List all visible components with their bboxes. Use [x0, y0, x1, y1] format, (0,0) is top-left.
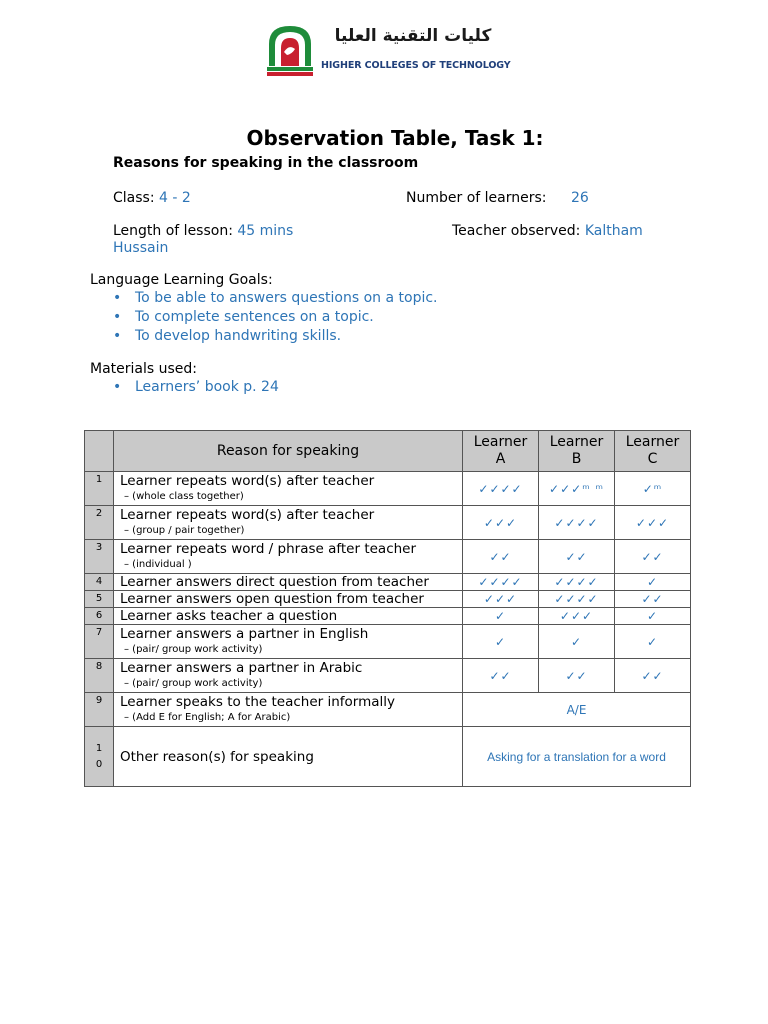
goal-item: • To develop handwriting skills. — [113, 328, 438, 347]
header-learner-b-line2: B — [571, 451, 582, 467]
row-number: 7 — [85, 625, 114, 659]
row-number: 6 — [85, 608, 114, 625]
header-learner-a-line1: Learner — [473, 434, 528, 450]
table-row — [85, 540, 691, 574]
learner-a-tally: ✓✓✓✓ — [463, 574, 539, 591]
row-number: 4 — [85, 574, 114, 591]
learner-b-tally: ✓✓✓ᵐ ᵐ — [539, 472, 615, 506]
goals-heading: Language Learning Goals: — [90, 272, 273, 288]
table-row — [85, 591, 691, 608]
learner-a-tally: ✓ — [463, 608, 539, 625]
row-number — [85, 727, 114, 787]
table-row — [85, 472, 691, 506]
learner-b-tally: ✓✓✓✓ — [539, 506, 615, 540]
goals-list — [113, 290, 438, 347]
observation-table — [84, 430, 691, 787]
header-learner-c-line2: C — [647, 451, 658, 467]
reason-cell — [114, 506, 463, 540]
other-reasons-value: Asking for a translation for a word — [463, 727, 691, 787]
reason-detail: – (pair/ group work activity) — [124, 678, 263, 689]
materials-list — [113, 379, 279, 398]
reason-detail: – (group / pair together) — [124, 525, 245, 536]
reason-cell — [114, 727, 463, 787]
table-row — [85, 608, 691, 625]
material-item: • Learners’ book p. 24 — [113, 379, 279, 398]
reason-cell — [114, 608, 463, 625]
header-learner-c — [615, 431, 691, 472]
header-learner-a — [463, 431, 539, 472]
learner-b-tally: ✓✓ — [539, 659, 615, 693]
class-label: Class: — [113, 190, 155, 206]
table-row — [85, 574, 691, 591]
reason-text: Learner repeats word(s) after teacher — [120, 507, 375, 523]
header-num-cell — [85, 431, 114, 472]
reason-detail: – (Add E for English; A for Arabic) — [124, 712, 291, 723]
learner-a-tally: ✓✓✓✓ — [463, 472, 539, 506]
reason-cell — [114, 693, 463, 727]
length-label: Length of lesson: — [113, 223, 233, 239]
logo-arabic-text: كليات التقنية العليا — [334, 26, 492, 46]
header-learner-b-line1: Learner — [549, 434, 604, 450]
learner-b-tally: ✓✓ — [539, 540, 615, 574]
reason-detail: – (individual ) — [124, 559, 192, 570]
informal-speaking-value: A/E — [463, 693, 691, 727]
row-number: 2 — [85, 506, 114, 540]
learner-c-tally: ✓ — [615, 608, 691, 625]
row-number: 8 — [85, 659, 114, 693]
row-number: 5 — [85, 591, 114, 608]
teacher-label: Teacher observed: — [452, 223, 581, 239]
learner-c-tally: ✓✓ — [615, 591, 691, 608]
logo-english-text: HIGHER COLLEGES OF TECHNOLOGY — [321, 60, 511, 71]
length-info — [113, 223, 293, 239]
class-info — [113, 190, 191, 206]
reason-text: Learner answers open question from teacher — [120, 591, 424, 607]
table-row — [85, 659, 691, 693]
header-learner-b — [539, 431, 615, 472]
reason-cell — [114, 574, 463, 591]
header-learner-c-line1: Learner — [625, 434, 680, 450]
table-row — [85, 625, 691, 659]
reason-text: Learner repeats word / phrase after teacher — [120, 541, 417, 557]
learner-a-tally: ✓✓ — [463, 540, 539, 574]
header-learner-a-line2: A — [495, 451, 506, 467]
reason-detail: – (whole class together) — [124, 491, 244, 502]
learner-b-tally: ✓✓✓ — [539, 608, 615, 625]
table-header-row — [85, 431, 691, 472]
teacher-first-name: Kaltham — [584, 223, 643, 239]
reason-text: Learner asks teacher a question — [120, 608, 338, 624]
reason-cell — [114, 659, 463, 693]
reason-cell — [114, 591, 463, 608]
learner-c-tally: ✓✓ — [615, 659, 691, 693]
hct-emblem-icon — [265, 22, 315, 78]
reason-detail: – (pair/ group work activity) — [124, 644, 263, 655]
reason-cell — [114, 625, 463, 659]
learner-a-tally: ✓✓✓ — [463, 506, 539, 540]
row-number: 9 — [85, 693, 114, 727]
class-value: 4 - 2 — [159, 190, 191, 206]
learner-c-tally: ✓✓✓ — [615, 506, 691, 540]
learner-b-tally: ✓✓✓✓ — [539, 591, 615, 608]
reason-cell — [114, 540, 463, 574]
learners-value: 26 — [570, 190, 589, 206]
learner-c-tally: ✓ — [615, 625, 691, 659]
header-reason: Reason for speaking — [114, 431, 463, 472]
teacher-info — [452, 223, 643, 239]
reason-text: Other reason(s) for speaking — [120, 748, 314, 765]
teacher-last-name: Hussain — [113, 240, 169, 256]
hct-logo — [265, 22, 511, 78]
materials-heading: Materials used: — [90, 361, 198, 377]
learner-c-tally: ✓ — [615, 574, 691, 591]
reason-text: Learner speaks to the teacher informally — [120, 694, 396, 710]
table-row — [85, 727, 691, 787]
learner-c-tally: ✓ᵐ — [615, 472, 691, 506]
learners-label: Number of learners: — [406, 190, 547, 206]
reason-text: Learner answers a partner in Arabic — [120, 660, 363, 676]
row-number: 3 — [85, 540, 114, 574]
table-row — [85, 506, 691, 540]
reason-cell — [114, 472, 463, 506]
row-number-bottom: 0 — [95, 758, 103, 770]
reason-text: Learner answers direct question from teacher — [120, 574, 429, 590]
length-value: 45 mins — [237, 223, 294, 239]
goal-item: • To complete sentences on a topic. — [113, 309, 438, 328]
learner-a-tally: ✓ — [463, 625, 539, 659]
reason-text: Learner answers a partner in English — [120, 626, 369, 642]
reason-text: Learner repeats word(s) after teacher — [120, 473, 375, 489]
row-number-top: 1 — [95, 742, 103, 754]
page-subtitle: Reasons for speaking in the classroom — [113, 155, 419, 171]
learners-info — [406, 190, 589, 206]
learner-a-tally: ✓✓ — [463, 659, 539, 693]
learner-b-tally: ✓✓✓✓ — [539, 574, 615, 591]
row-number: 1 — [85, 472, 114, 506]
page-title: Observation Table, Task 1: — [246, 126, 544, 150]
table-row — [85, 693, 691, 727]
learner-c-tally: ✓✓ — [615, 540, 691, 574]
learner-a-tally: ✓✓✓ — [463, 591, 539, 608]
goal-item: • To be able to answers questions on a topic. — [113, 290, 438, 309]
learner-b-tally: ✓ — [539, 625, 615, 659]
